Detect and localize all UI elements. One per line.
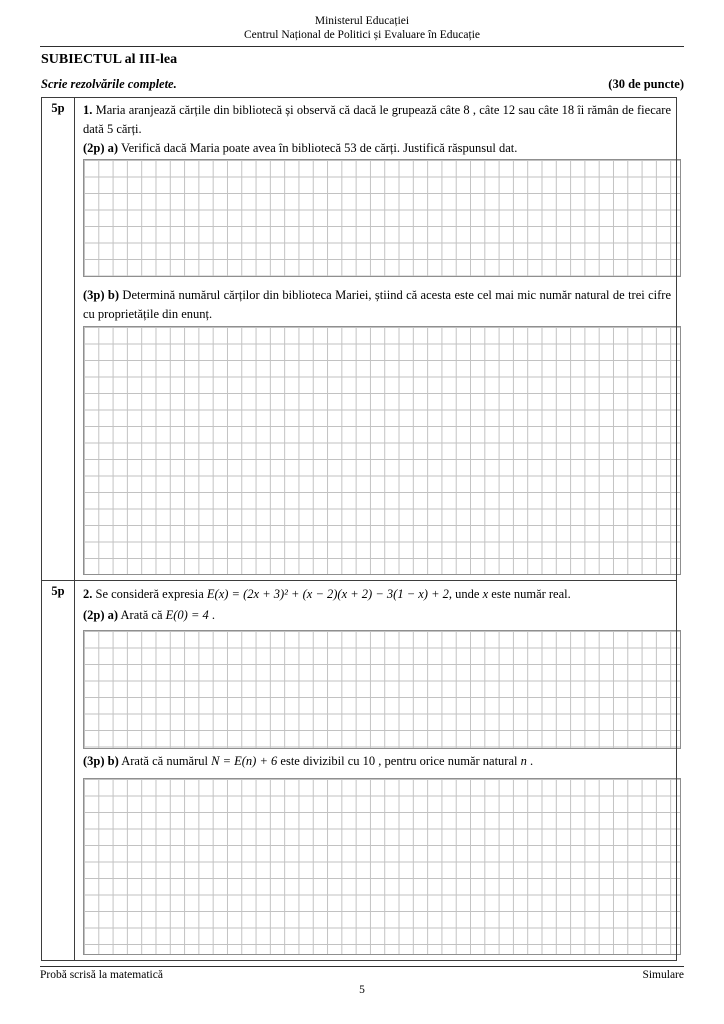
problem-2-part-a: [83, 605, 671, 626]
problem-1-part-a: [83, 139, 671, 158]
problem-1-statement: [83, 101, 671, 139]
part-a-label: (2p) a): [83, 140, 119, 155]
part-b-pre: Arată că numărul: [121, 753, 208, 768]
part-a-end: .: [211, 607, 216, 622]
problem-1-number: 1.: [83, 103, 93, 117]
part-b-label: (3p) b): [83, 753, 119, 768]
instruction-text: Scrie rezolvările complete.: [41, 77, 177, 91]
points-badge: 5p: [51, 583, 65, 598]
ministry-line: Ministerul Educației: [314, 15, 410, 27]
problem-1-statement-text: Maria aranjează cărțile din bibliotecă și observă că dacă le grupează câte 8 , câte 12 sau câte 18 îi rămân de fiecare dată 5 cărți.: [83, 103, 672, 136]
answer-grid-1a: [83, 159, 681, 277]
problem-2-statement-end: este număr real.: [491, 586, 571, 601]
problem-2-part-b: [83, 751, 671, 772]
problem-2-variable: x: [482, 586, 489, 601]
part-a-pre: Arată că: [120, 607, 163, 622]
problem-2-statement: [83, 584, 671, 605]
page-number: 5: [359, 983, 365, 996]
document-header: [40, 15, 684, 42]
part-a-formula: E(0) = 4: [165, 607, 209, 622]
points-cell-2: [42, 580, 75, 960]
problem-2-statement-pre: Se consideră expresia: [95, 586, 204, 601]
total-points: (30 de puncte): [608, 77, 684, 91]
problem-2-number: 2.: [83, 586, 93, 601]
part-b-variable: n: [520, 753, 527, 768]
problem-2-statement-mid: , unde: [448, 586, 480, 601]
problem-2-expression: E(x) = (2x + 3)² + (x − 2)(x + 2) − 3(1 − x) + 2: [206, 586, 449, 601]
problem-1-content: [75, 98, 677, 581]
part-a-label: (2p) a): [83, 607, 119, 622]
points-badge: 5p: [51, 101, 65, 115]
part-b-label: (3p) b): [83, 288, 120, 303]
answer-grid-1b: [83, 326, 681, 575]
section-title: SUBIECTUL al III-lea: [41, 52, 178, 67]
problem-row-1: [42, 98, 677, 581]
part-b-formula: N = E(n) + 6: [211, 753, 278, 768]
part-a-text: Verifică dacă Maria poate avea în bibliotecă 53 de cărți. Justifică răspunsul dat.: [120, 140, 518, 155]
part-b-end: .: [529, 753, 534, 768]
institution-line: Centrul Național de Politici și Evaluare în Educație: [243, 28, 480, 41]
problem-row-2: [42, 580, 677, 960]
footer-rule: [40, 966, 684, 967]
part-b-text: Determină numărul cărților din biblioteca Mariei, știind că acesta este cel mai mic număr natural de trei cifre cu proprietățile din enunț.: [83, 288, 671, 322]
footer-exam-name: Probă scrisă la matematică: [40, 968, 163, 981]
problems-table: [41, 97, 677, 961]
header-rule: [40, 46, 684, 47]
instruction-row: [41, 77, 684, 92]
problem-2-content: [75, 580, 677, 960]
part-b-mid: este divizibil cu 10 , pentru orice număr natural: [280, 753, 518, 768]
page-footer: [40, 969, 684, 981]
points-cell-1: [42, 98, 75, 581]
answer-grid-2b: [83, 778, 681, 955]
answer-grid-2a: [83, 630, 681, 749]
footer-exam-type: Simulare: [642, 968, 684, 981]
problem-1-part-b: [83, 286, 671, 324]
